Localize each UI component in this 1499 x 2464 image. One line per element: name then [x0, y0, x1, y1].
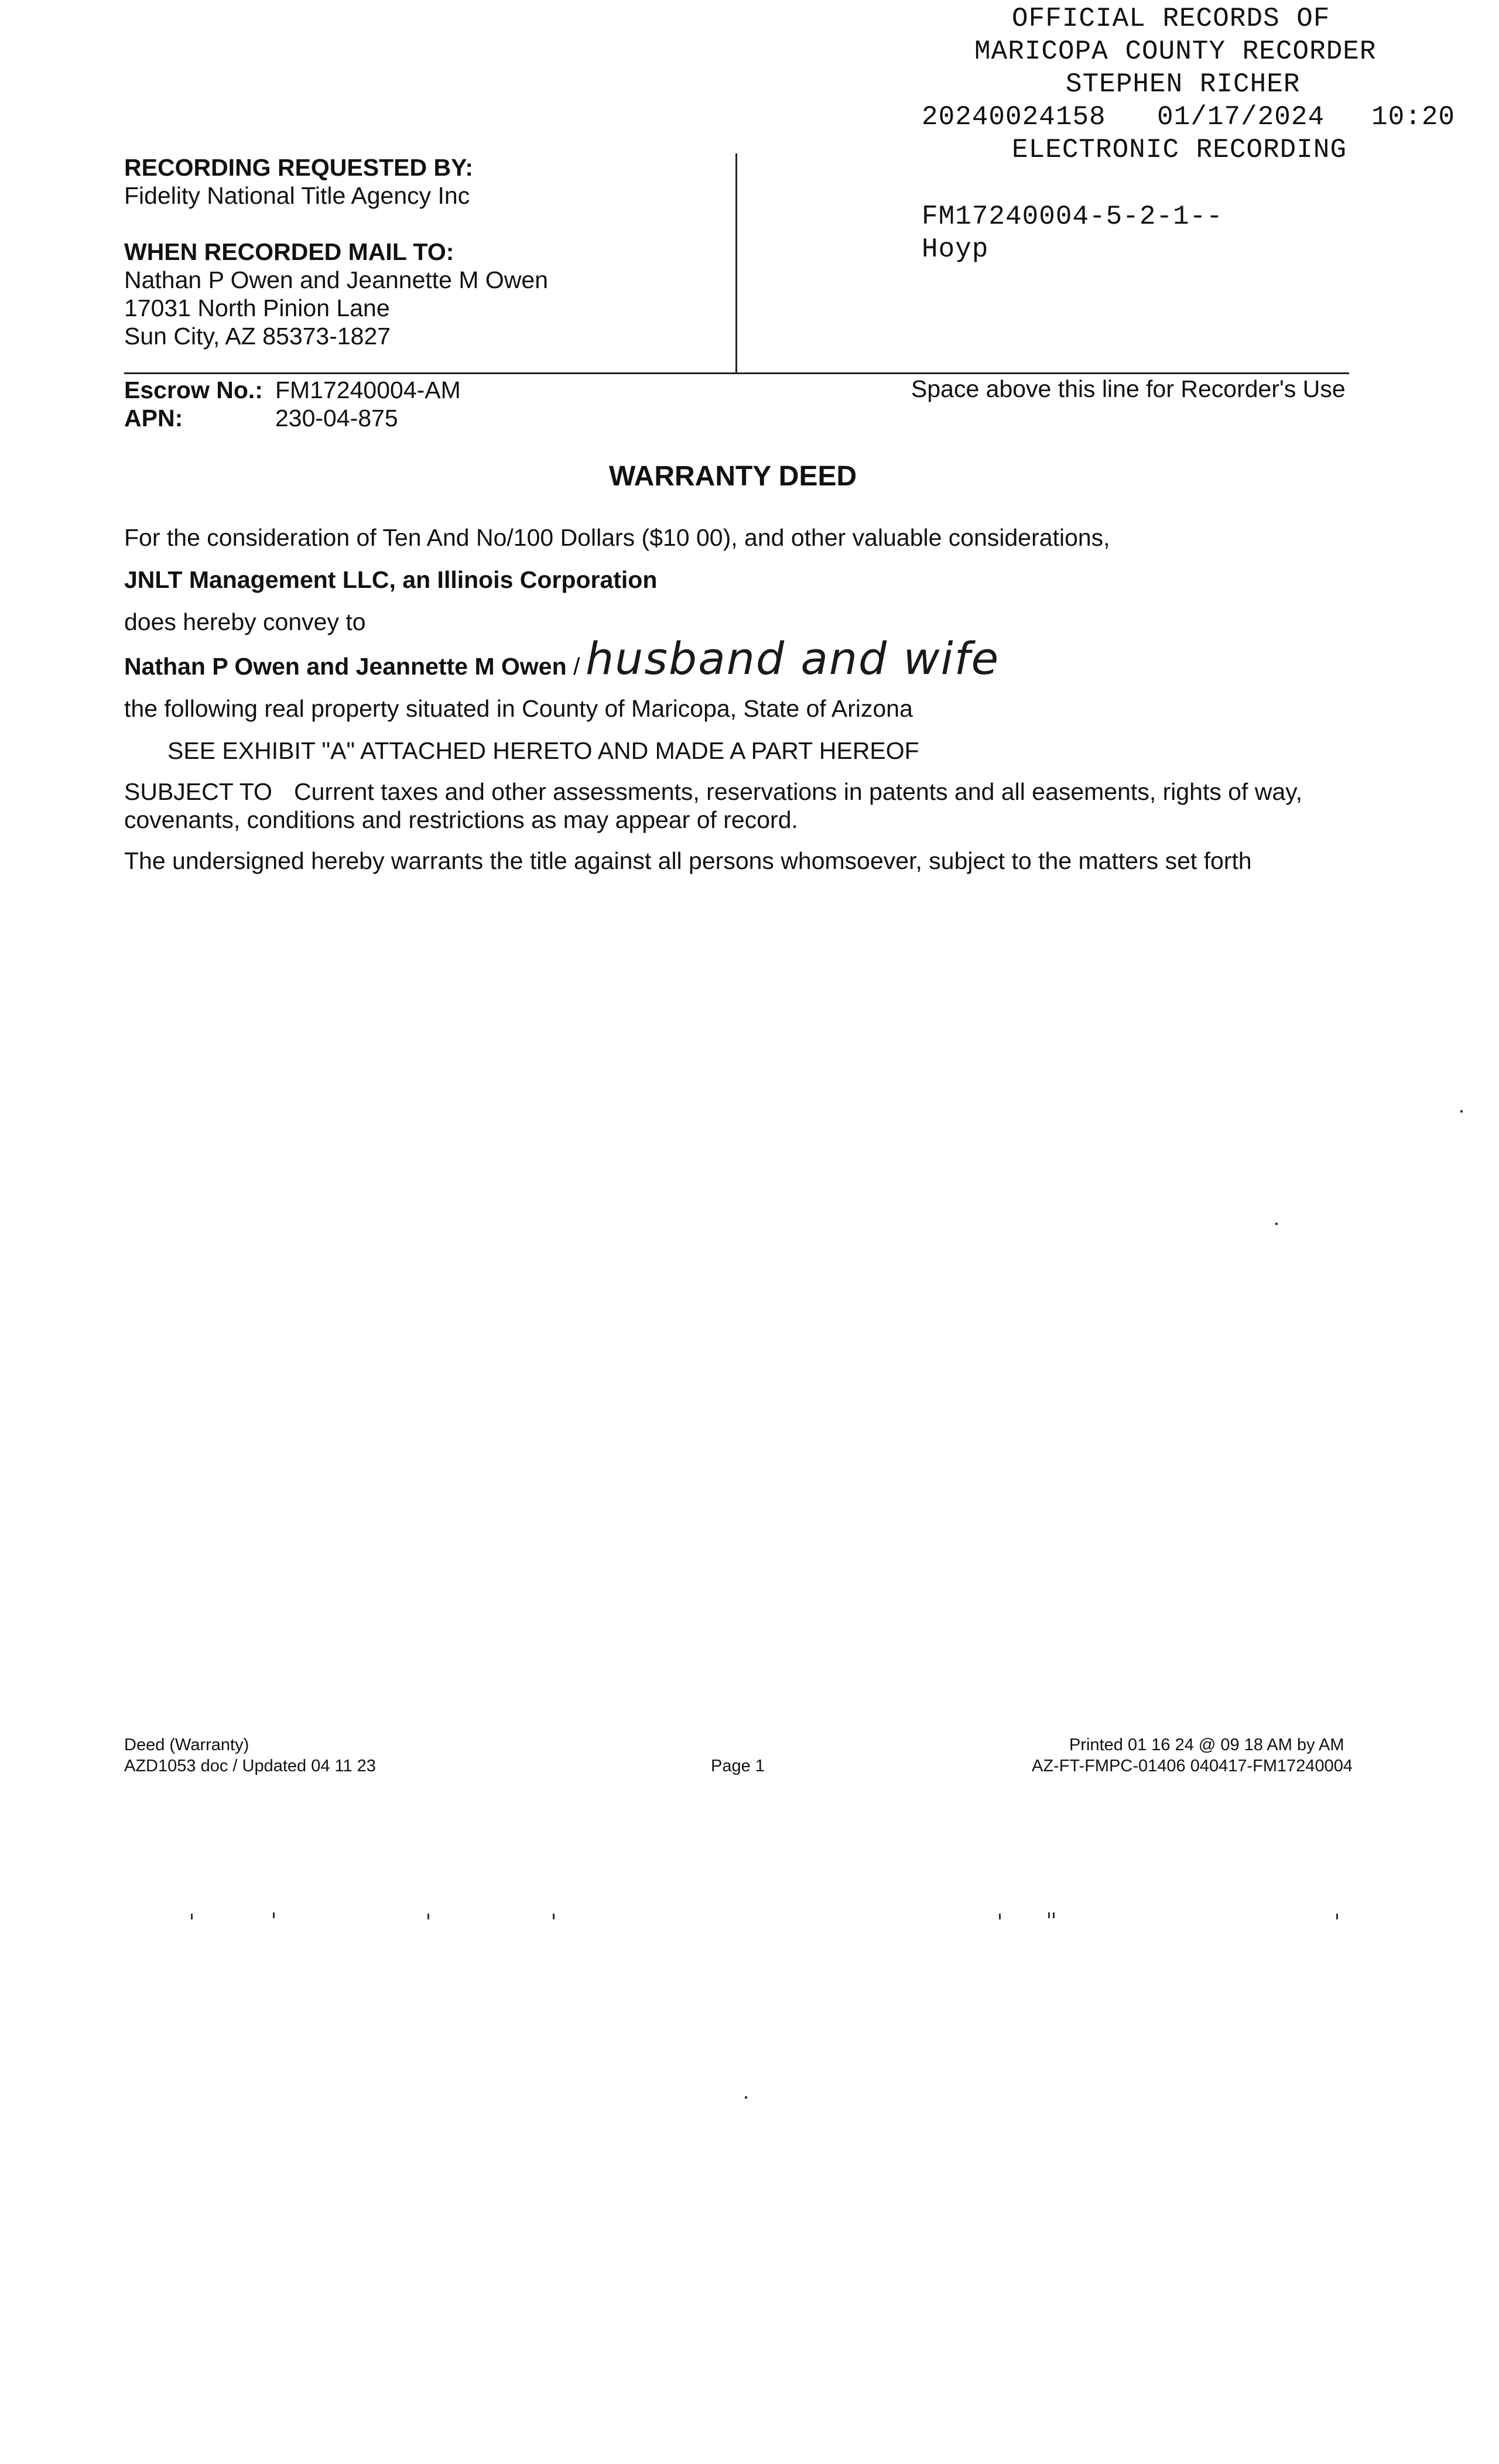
stamp-line-3: STEPHEN RICHER	[1066, 69, 1300, 100]
footer-form-id: AZD1053 doc / Updated 04 11 23	[124, 1757, 376, 1775]
grantee-name: Nathan P Owen and Jeannette M Owen /	[124, 653, 580, 680]
header-vertical-rule	[735, 153, 737, 374]
stamp-code: FM17240004-5-2-1--	[922, 201, 1223, 232]
handwritten-vesting: husband and wife	[586, 632, 1000, 685]
recorder-space-note: Space above this line for Recorder's Use	[911, 375, 1346, 402]
footer-page-number: Page 1	[711, 1757, 765, 1775]
scan-speck	[427, 1914, 429, 1919]
scan-speck	[1336, 1914, 1338, 1919]
grantor-name: JNLT Management LLC, an Illinois Corporation	[124, 566, 658, 593]
stamp-user: Hoyp	[922, 234, 989, 265]
stamp-recording-number: 20240024158	[922, 102, 1106, 132]
stamp-line-5: ELECTRONIC RECORDING	[1012, 135, 1347, 165]
scan-speck	[1275, 1223, 1278, 1225]
exhibit-text: SEE EXHIBIT "A" ATTACHED HERETO AND MADE A PART HEREOF	[167, 737, 919, 764]
requested-by-label: RECORDING REQUESTED BY:	[124, 154, 474, 181]
subject-to-text-2: covenants, conditions and restrictions as may appear of record.	[124, 806, 798, 833]
mail-to-label: WHEN RECORDED MAIL TO:	[124, 238, 454, 265]
apn-label: APN:	[124, 405, 183, 432]
scan-speck	[273, 1912, 275, 1918]
scan-speck	[191, 1914, 193, 1919]
stamp-line-2: MARICOPA COUNTY RECORDER	[974, 36, 1377, 67]
stamp-time: 10:20	[1371, 102, 1456, 132]
grantee-names: Nathan P Owen and Jeannette M Owen	[124, 653, 567, 680]
mail-to-name: Nathan P Owen and Jeannette M Owen	[124, 266, 549, 293]
subject-to-text: Current taxes and other assessments, reservations in patents and all easements, rights of way,	[294, 778, 1303, 805]
footer-printed: Printed 01 16 24 @ 09 18 AM by AM	[1069, 1736, 1344, 1754]
scan-speck	[553, 1914, 555, 1919]
escrow-number: FM17240004-AM	[275, 377, 461, 403]
footer-form-name: Deed (Warranty)	[124, 1736, 249, 1754]
convey-text: does hereby convey to	[124, 608, 366, 635]
escrow-label: Escrow No.:	[124, 377, 263, 403]
mail-to-city: Sun City, AZ 85373-1827	[124, 323, 391, 350]
scan-speck	[1460, 1110, 1463, 1113]
mail-to-street: 17031 North Pinion Lane	[124, 295, 390, 321]
stamp-line-1: OFFICIAL RECORDS OF	[1012, 4, 1330, 34]
scan-speck	[1053, 1912, 1055, 1918]
requested-by-value: Fidelity National Title Agency Inc	[124, 182, 470, 209]
consideration-text: For the consideration of Ten And No/100 Dollars ($10 00), and other valuable considerations,	[124, 524, 1110, 551]
deed-title: WARRANTY DEED	[609, 461, 857, 492]
warranty-text: The undersigned hereby warrants the title against all persons whomsoever, subject to the matters set forth	[124, 847, 1252, 874]
subject-to-label: SUBJECT TO	[124, 778, 272, 805]
scan-speck	[745, 2096, 747, 2099]
apn-number: 230-04-875	[275, 405, 398, 432]
stamp-date: 01/17/2024	[1157, 102, 1325, 132]
footer-file-code: AZ-FT-FMPC-01406 040417-FM17240004	[1032, 1757, 1353, 1775]
recorder-stamp	[913, 2, 1499, 266]
scan-speck	[1048, 1912, 1050, 1918]
scan-speck	[999, 1914, 1001, 1919]
property-text: the following real property situated in County of Maricopa, State of Arizona	[124, 695, 913, 722]
recorder-space-rule	[124, 372, 1349, 374]
